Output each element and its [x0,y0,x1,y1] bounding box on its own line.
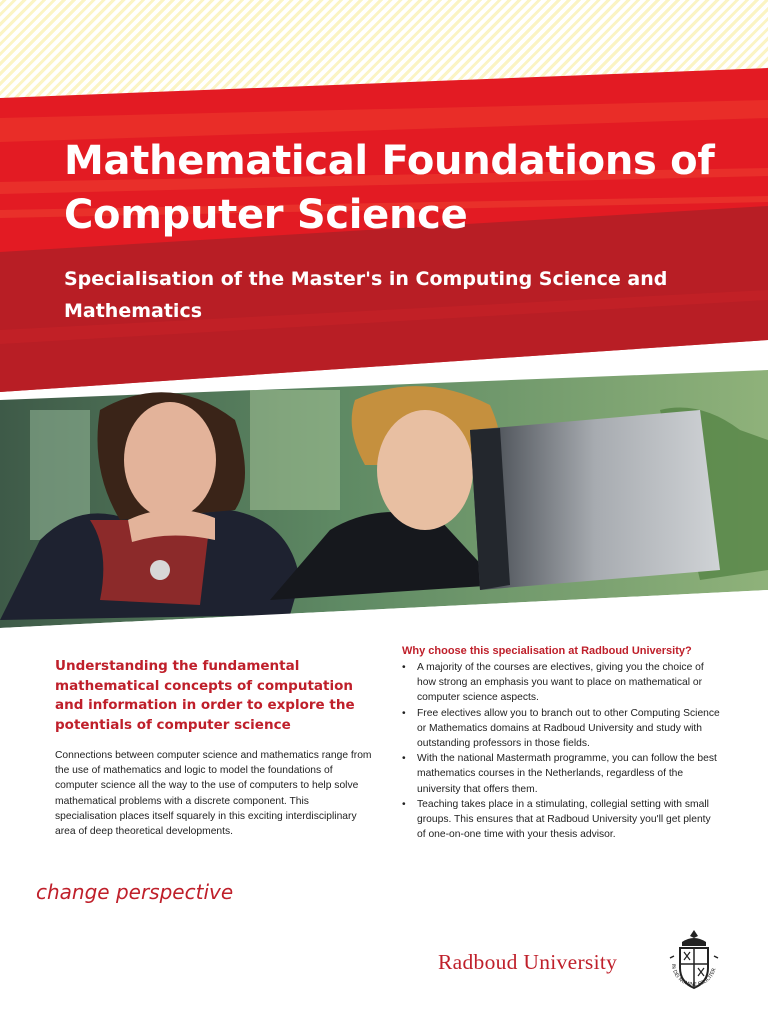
list-item [402,751,722,797]
page-title: Mathematical Foundations of Computer Science [64,138,715,238]
bullet-icon: • [402,707,406,719]
list-item-text: Free electives allow you to branch out to other Computing Science or Mathematics domains at Radboud University and study with outstanding professors in those fields. [417,707,720,750]
list-item [402,797,722,843]
students-photo [0,370,768,650]
seal-motto: IN DEI NOMINE FELICITER [669,963,718,989]
list-item-text: A majority of the courses are electives, giving you the choice of how strong an emphasis you want to place on mathematical or computer science aspects. [417,662,704,704]
list-item [402,706,722,752]
list-item-text: With the national Mastermath programme, you can follow the best mathematics courses in the Netherlands, regardless of the university that offers them. [417,753,717,795]
why-heading: Why choose this specialisation at Radboud University? [402,645,692,657]
bullet-icon: • [402,798,406,810]
why-list [402,660,722,842]
bullet-icon: • [402,753,406,765]
list-item-text: Teaching takes place in a stimulating, collegial setting with small groups. This ensures that at Radboud University you'll get plenty of one-on-one time with your thesis advisor. [417,798,711,841]
tagline: change perspective [36,880,234,904]
intro-paragraph: Connections between computer science and mathematics range from the use of mathematics and logic to model the foundations of computer science all the way to the use of computers to help solve mathematical problems with a discrete component. This specialisation places itself squarely in this exciting interdisciplinary area of deep theoretical developments. [55,750,372,838]
list-item [402,660,722,706]
bullet-icon: • [402,662,406,673]
university-name: Radboud University [438,950,618,974]
intro-heading: Understanding the fundamental mathematical concepts of computation and information in order to explore the potentials of computer science [55,658,355,733]
page-subtitle: Specialisation of the Master's in Computing Science and Mathematics [64,268,668,322]
university-seal-icon [664,928,724,1000]
